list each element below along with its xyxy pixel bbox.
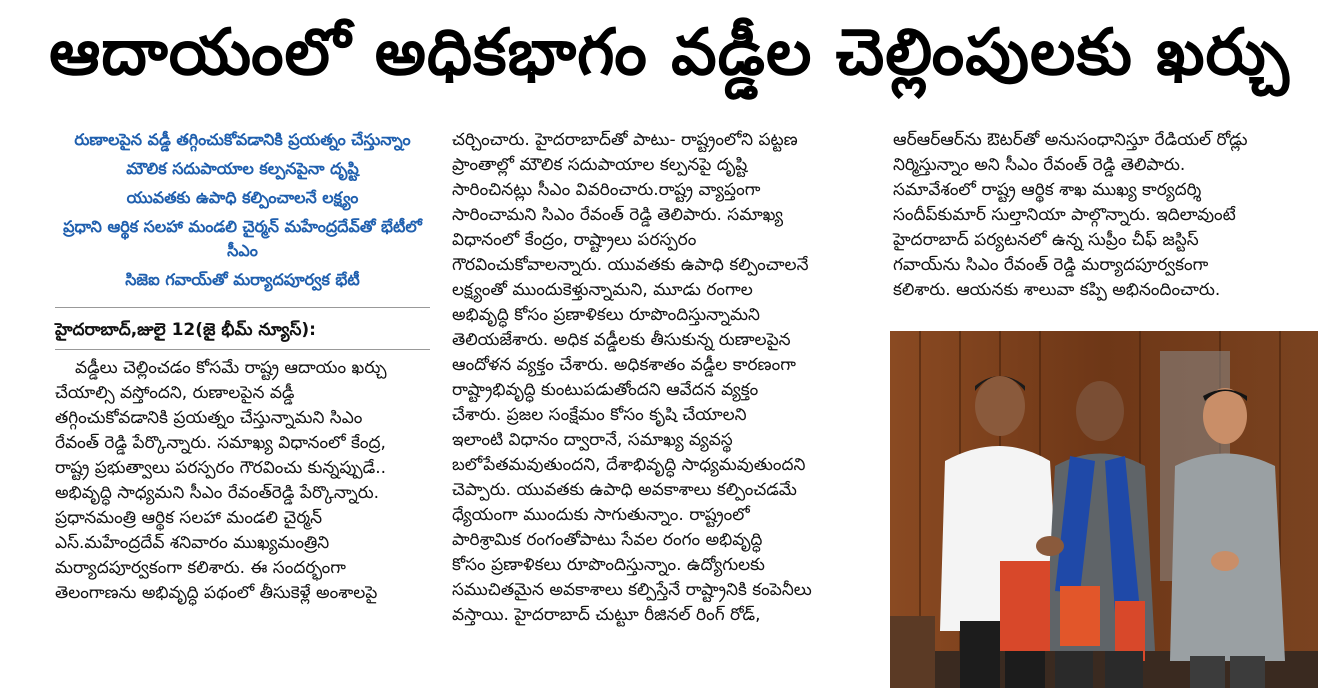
news-photo bbox=[890, 331, 1318, 688]
text-line: ప్రాంతాల్లో మౌలిక సదుపాయాల కల్పనపై దృష్టి bbox=[452, 155, 748, 175]
text-line: సారించినట్లు సీఎం వివరించారు.రాష్ట్ర వ్యాప్తంగా bbox=[452, 180, 761, 200]
text-line: చర్చించారు. హైదరాబాద్‌తో పాటు- రాష్ట్రంలోని పట్టణ bbox=[452, 130, 798, 150]
text-line: విధానంలో కేంద్రం, రాష్ట్రాలు పరస్పరం bbox=[452, 230, 697, 250]
text-line: సారించామని సిఎం రేవంత్ రెడ్డి తెలిపారు. సమాఖ్య bbox=[452, 205, 784, 225]
text-line: ఆందోళన వ్యక్తం చేశారు. అధికశాతం వడ్డీల కారణంగా bbox=[452, 355, 796, 375]
text-line: కోసం ప్రణాళికలు రూపొందిస్తున్నాం. ఉద్యోగులకు bbox=[452, 555, 765, 575]
text-line: గవాయ్‌ను సిఎం రేవంత్ రెడ్డి మర్యాదపూర్వకంగా bbox=[893, 255, 1209, 275]
column-left bbox=[55, 128, 430, 606]
subhead-1: రుణాలపైన వడ్డీ తగ్గించుకోవడానికి ప్రయత్నం చేస్తున్నాం bbox=[74, 130, 411, 149]
headline: ఆదాయంలో అధికభాగం వడ్డీల చెల్లింపులకు ఖర్చు bbox=[49, 15, 1290, 90]
text-line: సముచితమైన అవకాశాలు కల్పిస్తేనే రాష్ట్రానికి కంపెనీలు bbox=[452, 580, 812, 600]
subhead-5: సిజెఐ గవాయ్‌తో మర్యాదపూర్వక భేటీ bbox=[125, 270, 360, 289]
column-right bbox=[893, 128, 1313, 303]
body-text-col1 bbox=[55, 356, 430, 606]
text-line: చెప్పారు. యువతకు ఉపాధి అవకాశాలు కల్పించడమే bbox=[452, 480, 797, 500]
text-line: తెలంగాణను అభివృద్ధి పథంలో తీసుకెళ్లే అంశాలపై bbox=[55, 583, 378, 603]
text-line: వడ్డీలు చెల్లించడం కోసమే రాష్ట్ర ఆదాయం ఖర్చు bbox=[75, 358, 387, 378]
text-line: బలోపేతమవుతుందని, దేశాభివృద్ధి సాధ్యమవుతుందని bbox=[452, 455, 806, 475]
text-line: సందీప్‌కుమార్ సుల్తానియా పాల్గొన్నారు. ఇదిలావుంటే bbox=[893, 205, 1236, 225]
text-line: తగ్గించుకోవడానికి ప్రయత్నం చేస్తున్నామని సిఎం bbox=[55, 408, 363, 428]
text-line: రాష్ట్రాభివృద్ధి కుంటుపడుతోందని ఆవేదన వ్యక్తం bbox=[452, 380, 759, 400]
subhead-2: మౌలిక సదుపాయాల కల్పనపైనా దృష్టి bbox=[126, 159, 359, 178]
text-line: మర్యాదపూర్వకంగా కలిశారు. ఈ సందర్భంగా bbox=[55, 558, 346, 578]
text-line: నిర్మిస్తున్నాం అని సీఎం రేవంత్ రెడ్డి తెలిపారు. bbox=[893, 155, 1186, 175]
text-line: లక్ష్యంతో ముందుకెళ్తున్నామని, మూడు రంగాల bbox=[452, 280, 753, 300]
text-line: గౌరవించుకోవాలన్నారు. యువతకు ఉపాధి కల్పించాలనే bbox=[452, 255, 809, 275]
text-line: పారిశ్రామిక రంగంతోపాటు సేవల రంగం అభివృద్ధి bbox=[452, 530, 763, 550]
text-line: చేయాల్సి వస్తోందని, రుణాలపైన వడ్డీ bbox=[55, 383, 295, 403]
text-line: ఎస్.మహేంద్రదేవ్ శనివారం ముఖ్యమంత్రిని bbox=[55, 533, 330, 553]
column-middle bbox=[452, 128, 872, 628]
subhead-3: యువతకు ఉపాధి కల్పించాలనే లక్ష్యం bbox=[126, 188, 359, 207]
text-line: అభివృద్ధి సాధ్యమని సీఎం రేవంత్‌రెడ్డి పేర్కొన్నారు. bbox=[55, 483, 380, 503]
subhead-4: ప్రధాని ఆర్థిక సలహా మండలి చైర్మన్ మహేంద్రదేవ్‌తో భేటీలో సీఎం bbox=[63, 217, 422, 260]
text-line: వస్తాయి. హైదరాబాద్ చుట్టూ రీజినల్ రింగ్ రోడ్, bbox=[452, 605, 761, 625]
body-text-col3 bbox=[893, 128, 1313, 303]
body-text-col2 bbox=[452, 128, 872, 628]
subheads-block bbox=[55, 128, 430, 308]
dateline: హైదరాబాద్,జులై 12(జై భీమ్ న్యూస్): bbox=[55, 308, 430, 350]
text-line: రాష్ట్ర ప్రభుత్వాలు పరస్పరం గౌరవించు కున్నప్పుడే.. bbox=[55, 458, 387, 478]
text-line: కలిశారు. ఆయనకు శాలువా కప్పి అభినందించారు. bbox=[893, 280, 1221, 300]
text-line: తెలియజేశారు. అధిక వడ్డీలకు తీసుకున్న రుణాలపైన bbox=[452, 330, 791, 350]
text-line: హైదరాబాద్ పర్యటనలో ఉన్న సుప్రీం చీఫ్ జస్టిస్ bbox=[893, 230, 1199, 250]
text-line: ప్రధానమంత్రి ఆర్థిక సలహా మండలి చైర్మన్ bbox=[55, 508, 323, 528]
text-line: ఆర్ఆర్ఆర్‌ను ఔటర్‌తో అనుసంధానిస్తూ రేడియల్ రోడ్లు bbox=[893, 130, 1248, 150]
text-line: అభివృద్ధి కోసం ప్రణాళికలు రూపొందిస్తున్నామని bbox=[452, 305, 760, 325]
text-line: చేశారు. ప్రజల సంక్షేమం కోసం కృషి చేయాలని bbox=[452, 405, 747, 425]
text-line: సమావేశంలో రాష్ట్ర ఆర్థిక శాఖ ముఖ్య కార్యదర్శి bbox=[893, 180, 1202, 200]
text-line: రేవంత్ రెడ్డి పేర్కొన్నారు. సమాఖ్య విధానంలో కేంద్ర, bbox=[55, 433, 386, 453]
text-line: ఇలాంటి విధానం ద్వారానే, సమాఖ్య వ్యవస్థ bbox=[452, 430, 733, 450]
text-line: ధ్యేయంగా ముందుకు సాగుతున్నాం. రాష్ట్రంలో bbox=[452, 505, 750, 525]
